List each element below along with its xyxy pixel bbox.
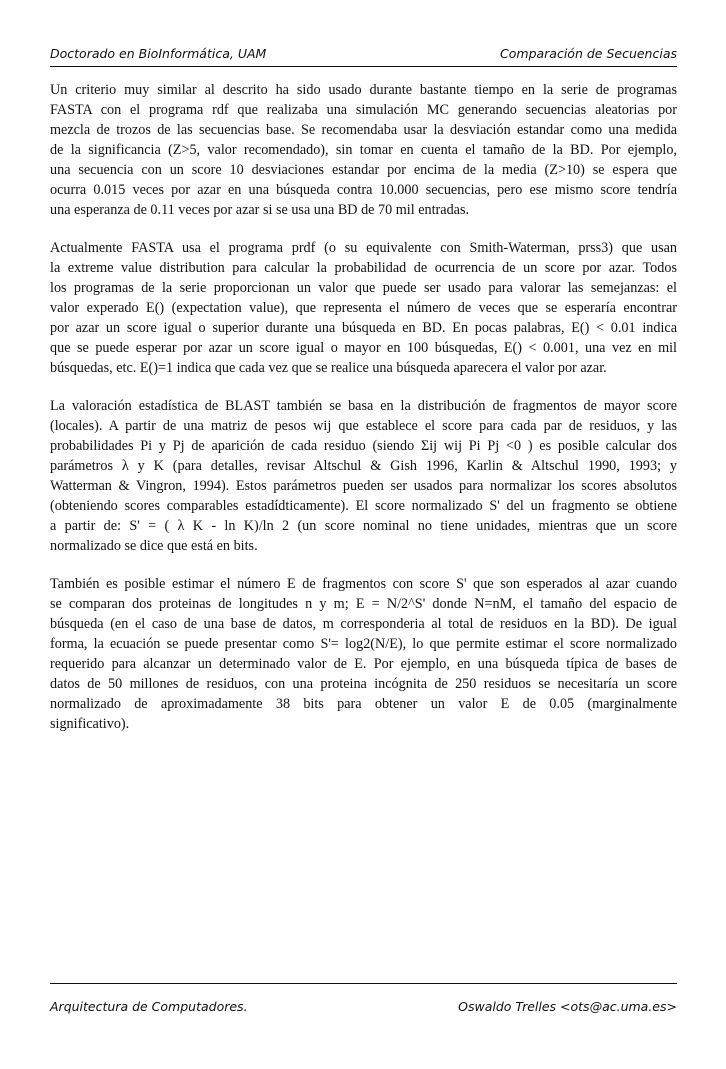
text-line: los programas de la serie proporcionan un valor que puede ser usado para valorar las semejanzas: el <box>50 280 677 296</box>
text-line: También es posible estimar el número E de fragmentos con score S' que son esperados al azar cuando <box>50 576 677 592</box>
text-line: significativo). <box>50 716 130 732</box>
text-line: probabilidades Pi y Pj de aparición de cada residuo (siendo Σij wij Pi Pj <0 ) es posible calcular dos <box>50 438 677 454</box>
paragraph-fasta-prdf <box>50 238 677 378</box>
text-line: por azar un score igual o superior durante una búsqueda en BD. En pocas palabras, E() < 0.01 indica <box>50 320 677 336</box>
footer-author-contact: Oswaldo Trelles <ots@ac.uma.es> <box>458 999 677 1014</box>
text-line: se comparan dos proteinas de longitudes n y m; E = N/2^S' donde N=nM, el tamaño del espacio de <box>50 596 677 612</box>
paragraph-blast-statistics <box>50 396 677 556</box>
text-line: ocurra 0.015 veces por azar en una búsqueda contra 10.000 secuencias, pero ese mismo score tendría <box>50 182 677 198</box>
page-footer <box>50 999 677 1017</box>
document-body <box>50 80 677 752</box>
text-line: que se puede esperar por azar un score igual o mayor en 100 búsquedas, E() < 0.001, una vez en mil <box>50 340 677 356</box>
footer-department: Arquitectura de Computadores. <box>50 999 248 1014</box>
text-line: a partir de: S' = ( λ K - ln K)/ln 2 (un score nominal no tiene unidades, mientras que un score <box>50 518 677 534</box>
text-line: La valoración estadística de BLAST también se basa en la distribución de fragmentos de mayor score <box>50 398 677 414</box>
text-line: mezcla de trozos de las secuencias base. Se recomendaba usar la desviación estandar como una medida <box>50 122 677 138</box>
text-line: forma, la ecuación se puede presentar como S'= log2(N/E), lo que permite estimar el score normalizado <box>50 636 677 652</box>
text-line: FASTA con el programa rdf que realizaba una simulación MC generando secuencias aleatorias por <box>50 102 677 118</box>
text-line: datos de 50 millones de residuos, con una proteina incógnita de 250 residuos se necesitaría un score <box>50 676 677 692</box>
text-line: búsquedas, etc. E()=1 indica que cada vez que se realice una búsqueda aparecera el valor por azar. <box>50 360 607 376</box>
text-line: Watterman & Vingron, 1994). Estos parámetros pueden ser usados para normalizar los scores absolutos <box>50 478 677 494</box>
text-line: valor experado E() (expectation value), que representa el número de veces que se esperaría encontrar <box>50 300 677 316</box>
text-line: normalizado se dice que está en bits. <box>50 538 258 554</box>
text-line: requerido para alcanzar un determinado valor de E. Por ejemplo, en una búsqueda típica de bases de <box>50 656 677 672</box>
text-line: de la significancia (Z>5, valor recomendado), sin tomar en cuenta el tamaño de la BD. Por ejemplo, <box>50 142 677 158</box>
text-line: parámetros λ y K (para detalles, revisar Altschul & Gish 1996, Karlin & Altschul 1990, 1993; y <box>50 458 677 474</box>
footer-divider <box>50 983 677 984</box>
header-course-title: Doctorado en BioInformática, UAM <box>50 46 267 61</box>
paragraph-expected-fragments <box>50 574 677 734</box>
header-section-title: Comparación de Secuencias <box>500 46 677 61</box>
text-line: Actualmente FASTA usa el programa prdf (o su equivalente con Smith-Waterman, prss3) que usan <box>50 240 677 256</box>
page-header <box>50 46 677 67</box>
text-line: (obteniendo scores comparables estadídticamente). El score normalizado S' del un fragmento se obtiene <box>50 498 677 514</box>
text-line: la extreme value distribution para calcular la probabilidad de ocurrencia de un score por azar. Todos <box>50 260 677 276</box>
paragraph-fasta-rdf <box>50 80 677 220</box>
text-line: Un criterio muy similar al descrito ha sido usado durante bastante tiempo en la serie de programas <box>50 82 677 98</box>
text-line: búsqueda (en el caso de una base de datos, m corresponderia al total de residuos en la BD). De igual <box>50 616 677 632</box>
text-line: una secuencia con un score 10 desviaciones estandar por encima de la media (Z>10) se espera que <box>50 162 677 178</box>
text-line: una esperanza de 0.11 veces por azar si se usa una BD de 70 mil entradas. <box>50 202 470 218</box>
text-line: (locales). A partir de una matriz de pesos wij que establece el score para cada par de residuos, y las <box>50 418 677 434</box>
text-line: normalizado de aproximadamente 38 bits para obtener un valor E de 0.05 (marginalmente <box>50 696 677 712</box>
